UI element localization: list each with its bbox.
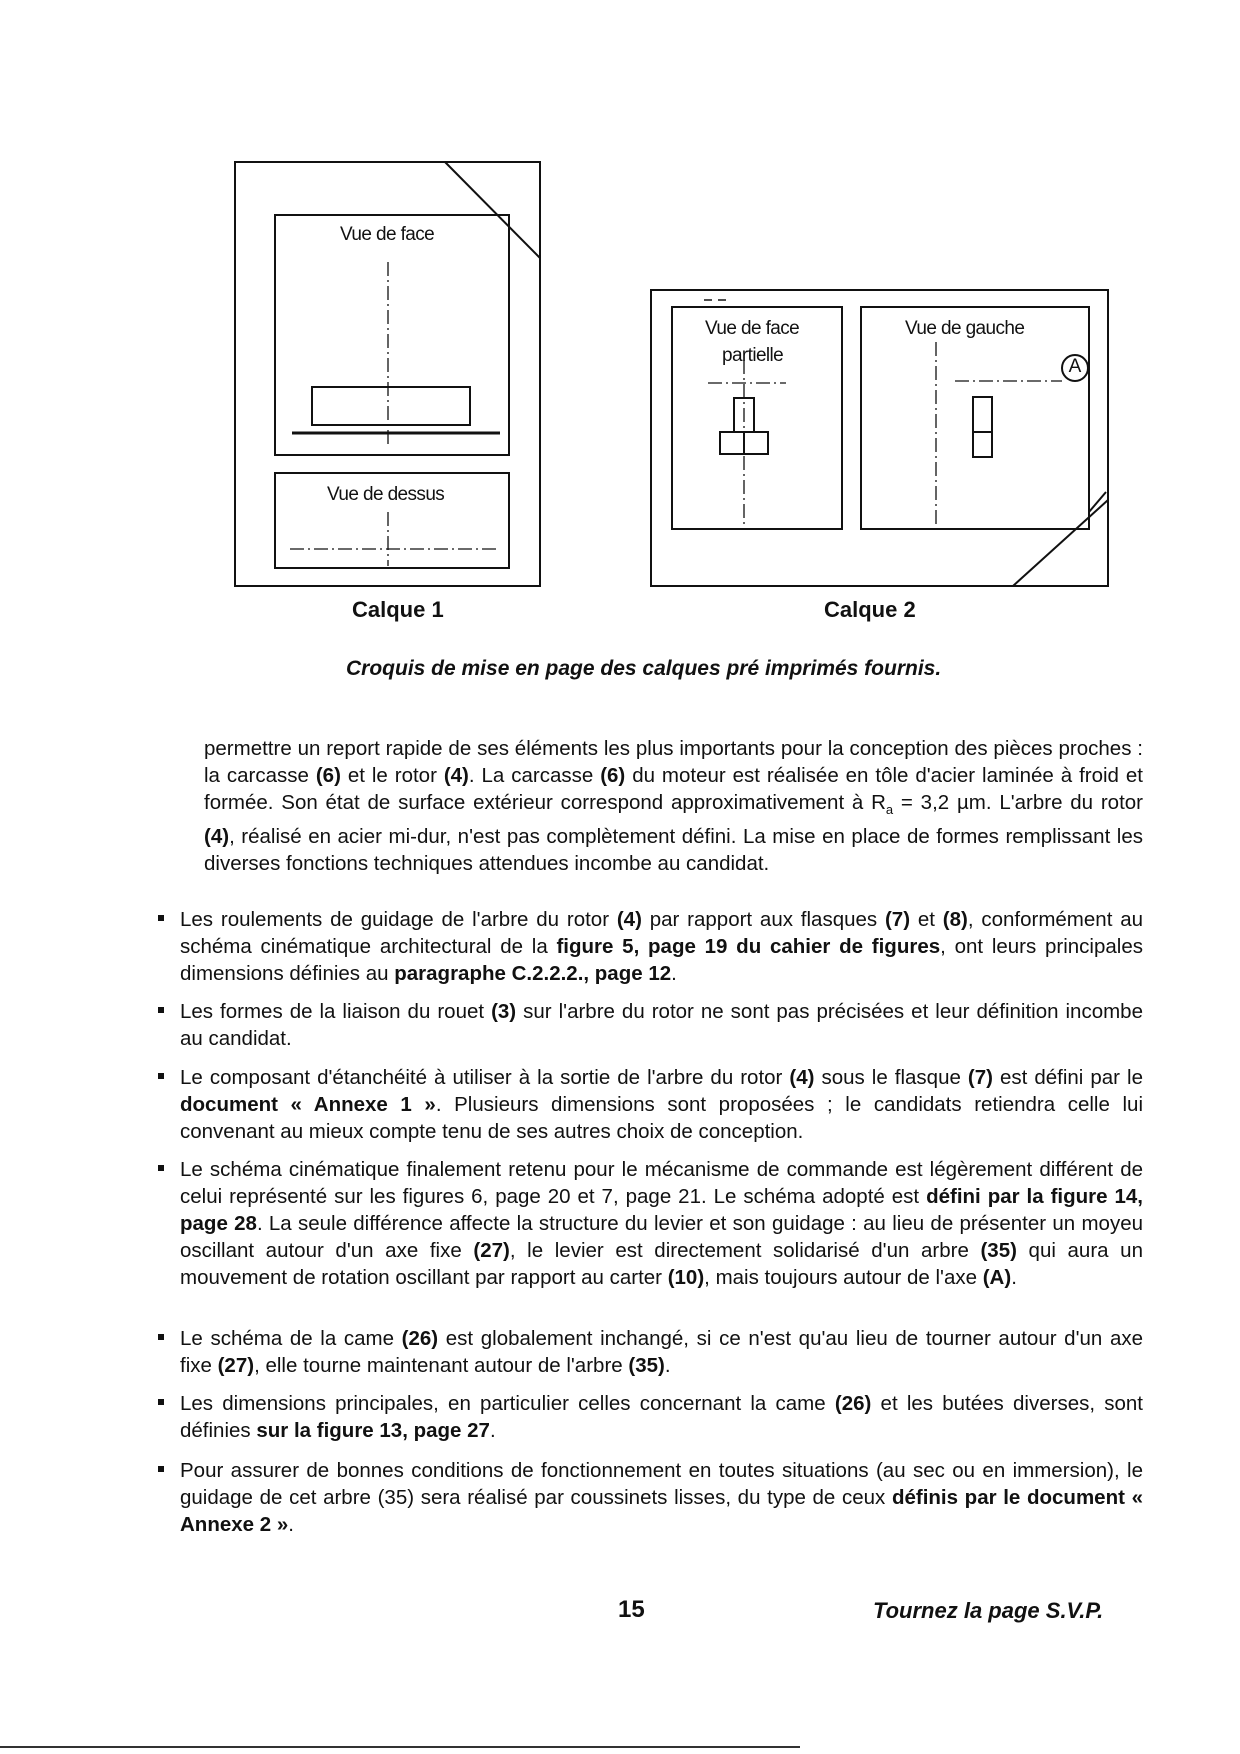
- calque2-corner-line: [1013, 500, 1108, 586]
- calque2-partial-view-label: Vue de face: [705, 318, 800, 339]
- calque2-left-view-label: Vue de gauche: [905, 318, 1025, 339]
- layout-sketch-figure: [0, 0, 1240, 600]
- calque2-partial-view-label-line2: partielle: [722, 345, 784, 366]
- calque2-left-view-frame: [861, 307, 1089, 529]
- bullet-icon: [158, 1399, 164, 1405]
- bullet-icon: [158, 1334, 164, 1340]
- figure-caption: Croquis de mise en page des calques pré imprimés fournis.: [346, 657, 942, 680]
- list-item: Les roulements de guidage de l'arbre du rotor (4) par rapport aux flasques (7) et (8), conformément au schéma cinématique architectural de la figure 5, page 19 du cahier de figures, ont leurs principales dimensions définies au paragraphe C.2.2.2., page 12.: [180, 906, 1143, 987]
- list-item: Les dimensions principales, en particulier celles concernant la came (26) et les butées diverses, sont définies sur la figure 13, page 27.: [180, 1390, 1143, 1444]
- turn-page-note: Tournez la page S.V.P.: [873, 1598, 1104, 1623]
- intro-paragraph: permettre un report rapide de ses éléments les plus importants pour la conception des pièces proches : la carcasse (6) et le rotor (4). La carcasse (6) du moteur est réalisée en tôle d'acier laminée à froid et formée. Son état de surface extérieur correspond approximativement à $R_a = 3,2$ µm. L'arbre du rotor (4), réalisé en acier mi-dur, n'est pas complètement défini. La mise en place de formes remplissant les diverses fonctions techniques attendues incombe au candidat.: [204, 737, 1144, 876]
- bullet-icon: [158, 1073, 164, 1079]
- list-item: Le composant d'étanchéité à utiliser à la sortie de l'arbre du rotor (4) sous le flasque (7) est défini par le document « Annexe 1 ». Plusieurs dimensions sont proposées ; le candidats retiendra celle lui convenant au mieux compte tenu de ses autres choix de conception.: [180, 1064, 1143, 1145]
- marker-a-label: A: [1068, 356, 1082, 377]
- calque2-partial-view-frame: [672, 307, 842, 529]
- bullet-icon: [158, 915, 164, 921]
- calque1-front-view-label: Vue de face: [340, 224, 435, 245]
- bullet-icon: [158, 1165, 164, 1171]
- calque1-corner-line: [445, 162, 540, 258]
- bullet-icon: [158, 1007, 164, 1013]
- calque2-left-part: [973, 397, 992, 457]
- calque1-part-rect: [312, 387, 470, 425]
- bullet-icon: [158, 1466, 164, 1472]
- list-item: Pour assurer de bonnes conditions de fonctionnement en toutes situations (au sec ou en immersion), le guidage de cet arbre (35) sera réalisé par coussinets lisses, du type de ceux définis par le document « Annexe 2 ».: [180, 1457, 1143, 1538]
- list-item: Le schéma cinématique finalement retenu pour le mécanisme de commande est légèrement différent de celui représenté sur les figures 6, page 20 et 7, page 21. Le schéma adopté est défini par la figure 14, page 28. La seule différence affecte la structure du levier et son guidage : au lieu de présenter un moyeu oscillant autour d'un axe fixe (27), le levier est directement solidarisé d'un arbre (35) qui aura un mouvement de rotation oscillant par rapport au carter (10), mais toujours autour de l'axe (A).: [180, 1156, 1143, 1291]
- calque1-front-view-frame: [275, 215, 509, 455]
- list-item: Les formes de la liaison du rouet (3) sur l'arbre du rotor ne sont pas précisées et leur définition incombe au candidat.: [180, 998, 1143, 1052]
- calque1-top-view-label: Vue de dessus: [327, 484, 445, 505]
- list-item: Le schéma de la came (26) est globalement inchangé, si ce n'est qu'au lieu de tourner autour d'un axe fixe (27), elle tourne maintenant autour de l'arbre (35).: [180, 1325, 1143, 1379]
- page-number: 15: [618, 1596, 645, 1623]
- calque2-title: Calque 2: [824, 597, 916, 622]
- calque1-title: Calque 1: [352, 597, 444, 622]
- scan-edge-line: [0, 1746, 800, 1748]
